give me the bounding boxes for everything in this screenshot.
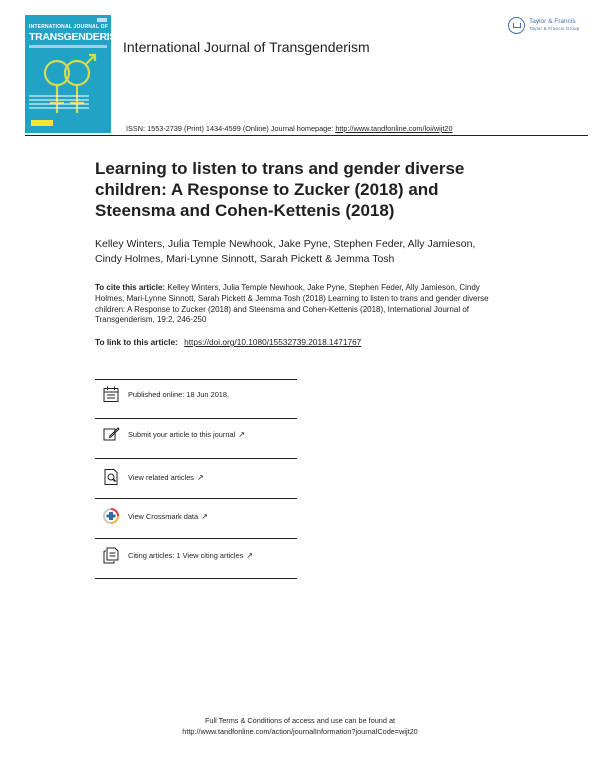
edit-icon [102,425,120,443]
cite-label: To cite this article: [95,283,166,292]
journal-homepage-link[interactable]: http://www.tandfonline.com/loi/wijt20 [335,124,453,133]
external-link-icon: ↗ [201,511,208,521]
article-link-line [95,337,515,347]
footer-terms-text: Full Terms & Conditions of access and use can be found at [204,716,396,725]
header-divider [25,135,588,136]
published-online-text: Published online: 18 Jun 2018. [128,389,230,399]
external-link-icon: ↗ [197,472,204,482]
cover-title-line2: TRANSGENDERISM [29,31,125,43]
submit-article-link[interactable] [102,424,297,444]
journal-cover-image [25,15,125,133]
crossmark-text: View Crossmark data [128,511,199,521]
journal-name: International Journal of Transgenderism [123,39,370,55]
doi-link[interactable]: https://doi.org/10.1080/15532739.2018.1471767 [184,337,362,347]
submit-article-text: Submit your article to this journal [128,429,236,439]
related-articles-link[interactable] [102,467,297,487]
crossmark-icon [102,507,120,525]
link-label: To link to this article: [95,337,178,347]
gender-symbols-icon [25,15,111,133]
citing-articles-icon [102,546,120,564]
cover-title-line1: INTERNATIONAL JOURNAL OF [29,24,108,30]
footer [0,716,600,737]
footer-terms-link[interactable]: http://www.tandfonline.com/action/journalInformation?journalCode=wijt20 [182,726,418,736]
publisher-logo-group: Taylor & Francis Group [529,26,580,31]
published-online-row [102,384,297,404]
citing-articles-link[interactable] [102,545,297,565]
external-link-icon: ↗ [246,550,253,560]
meta-divider [95,578,297,579]
issn-text: ISSN: 1553-2739 (Print) 1434-4599 (Online) Journal homepage: [126,124,334,133]
calendar-icon [102,385,120,403]
meta-divider [95,458,297,459]
publisher-badge-icon [508,17,525,34]
meta-divider [95,538,297,539]
related-articles-text: View related articles [128,472,194,482]
publisher-logo[interactable] [508,17,588,37]
publisher-logo-name: Taylor & Francis [529,18,576,25]
meta-divider [95,418,297,419]
issn-line [126,124,453,133]
article-authors: Kelley Winters, Julia Temple Newhook, Jake Pyne, Stephen Feder, Ally Jamieson, Cindy Holmes, Mari-Lynne Sinnott, Sarah Pickett & Jemma Tosh [95,238,476,265]
search-document-icon [102,468,120,486]
cite-text: Kelley Winters, Julia Temple Newhook, Jake Pyne, Stephen Feder, Ally Jamieson, Cindy Holmes, Mari-Lynne Sinnott, Sarah Pickett & Jemma Tosh (2018) Learning to listen to trans and gender diverse children: A Response to Zucker (2018) and Steensma and Cohen-Kettenis (2018), International Journal of Transgenderism, 19:2, 246-250 [95,283,489,325]
article-title: Learning to listen to trans and gender diverse children: A Response to Zucker (2018) and Steensma and Cohen-Kettenis (2018) [95,159,465,220]
citation-block [95,283,495,326]
crossmark-link[interactable] [102,506,297,526]
citing-articles-text: Citing articles: 1 View citing articles [128,550,244,560]
meta-divider [95,379,297,380]
meta-divider [95,498,297,499]
external-link-icon: ↗ [238,429,245,439]
